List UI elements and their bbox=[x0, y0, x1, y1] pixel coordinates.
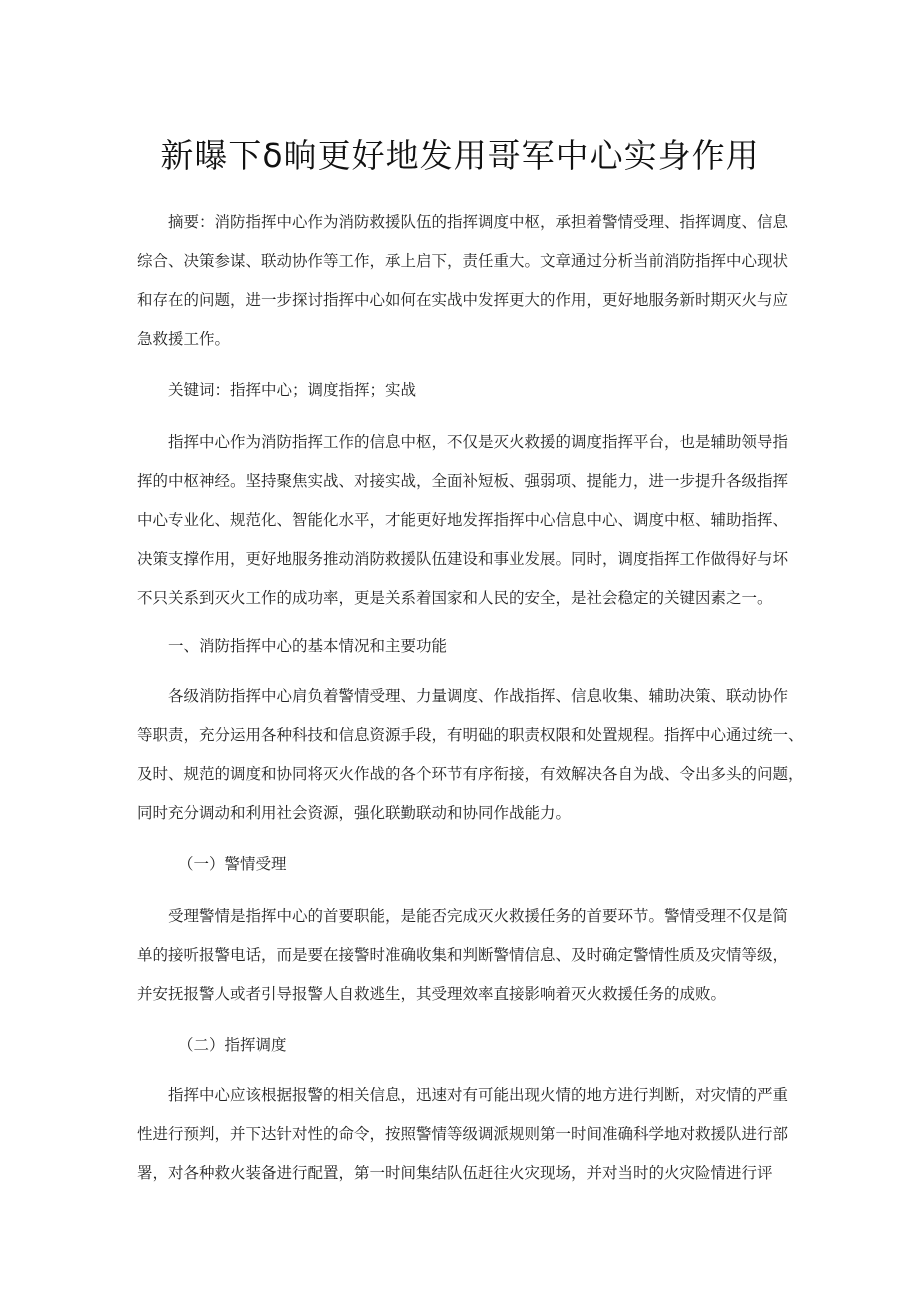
section-heading-1: 一、消防指挥中心的基本情况和主要功能 bbox=[168, 637, 448, 655]
sub2-line-3: 署，对各种救火装备进行配置，第一时间集结队伍赶往火灾现场，并对当时的火灾险情进行评 bbox=[137, 1164, 773, 1182]
sub1-line-2: 单的接听报警电话，而是要在接警时准确收集和判断警情信息、及时确定警情性质及灾情等级， bbox=[137, 946, 789, 964]
section1-line-1: 各级消防指挥中心肩负着警情受理、力量调度、作战指挥、信息收集、辅助决策、联动协作 bbox=[168, 687, 789, 705]
section1-line-3: 及时、规范的调度和协同将灭火作战的各个环节有序衔接，有效解决各自为战、令出多头的问题， bbox=[137, 765, 804, 783]
subsection-heading-1: （一）警情受理 bbox=[178, 855, 287, 873]
section1-line-2: 等职责，充分运用各种科技和信息资源手段，有明础的职责权限和处置规程。指挥中心通过统一、 bbox=[137, 726, 804, 744]
sub1-line-3: 并安抚报警人或者引导报警人自救逃生，其受理效率直接影响着灭火救援任务的成败。 bbox=[137, 985, 727, 1003]
page-title: 新曝下δ晌更好地发用哥军中心实身作用 bbox=[160, 136, 760, 175]
sub1-line-1: 受理警情是指挥中心的首要职能，是能否完成灭火救援任务的首要环节。警情受理不仅是简 bbox=[168, 907, 789, 925]
abstract-line-1: 摘要：消防指挥中心作为消防救援队伍的指挥调度中枢，承担着警情受理、指挥调度、信息 bbox=[168, 213, 789, 231]
abstract-line-4: 急救援工作。 bbox=[137, 330, 231, 348]
intro-line-3: 中心专业化、规范化、智能化水平，才能更好地发挥指挥中心信息中心、调度中枢、辅助指挥、 bbox=[137, 511, 789, 529]
abstract-line-3: 和存在的问题，进一步探讨指挥中心如何在实战中发挥更大的作用，更好地服务新时期灭火与应 bbox=[137, 291, 789, 309]
subsection-heading-2: （二）指挥调度 bbox=[178, 1036, 287, 1054]
intro-line-4: 决策支撑作用，更好地服务推动消防救援队伍建设和事业发展。同时，调度指挥工作做得好与坏 bbox=[137, 550, 789, 568]
intro-line-1: 指挥中心作为消防指挥工作的信息中枢，不仅是灭火救援的调度指挥平台，也是辅助领导指 bbox=[168, 433, 789, 451]
keywords: 关键词：指挥中心；调度指挥；实战 bbox=[168, 381, 417, 399]
section1-line-4: 同时充分调动和利用社会资源，强化联勤联动和协同作战能力。 bbox=[137, 804, 572, 822]
sub2-line-2: 性进行预判，并下达针对性的命令，按照警情等级调派规则第一时间准确科学地对救援队进行部 bbox=[137, 1125, 789, 1143]
intro-line-2: 挥的中枢神经。坚持聚焦实战、对接实战，全面补短板、强弱项、提能力，进一步提升各级指挥 bbox=[137, 472, 789, 490]
sub2-line-1: 指挥中心应该根据报警的相关信息，迅速对有可能出现火情的地方进行判断，对灾情的严重 bbox=[168, 1086, 789, 1104]
abstract-line-2: 综合、决策参谋、联动协作等工作，承上启下，责任重大。文章通过分析当前消防指挥中心现状 bbox=[137, 252, 789, 270]
intro-line-5: 不只关系到灭火工作的成功率，更是关系着国家和人民的安全，是社会稳定的关键因素之一。 bbox=[137, 589, 773, 607]
